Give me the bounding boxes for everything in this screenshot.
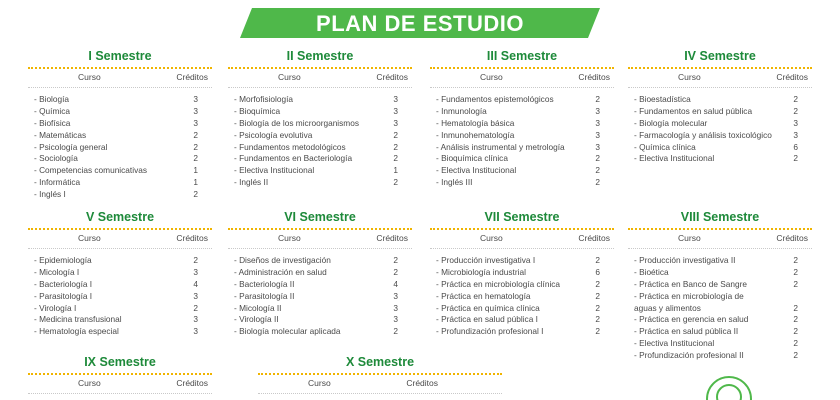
course-row — [430, 118, 614, 130]
course-row — [430, 326, 614, 338]
course-row — [628, 153, 812, 165]
course-row — [28, 279, 212, 291]
course-row — [628, 130, 812, 142]
semester-title: IX Semestre — [84, 355, 156, 369]
column-header — [28, 72, 212, 86]
credits-column-label: Créditos — [776, 72, 808, 82]
course-credits: 2 — [193, 129, 198, 140]
course-name: - Bacteriología II — [234, 278, 295, 289]
course-row — [228, 94, 412, 106]
course-list — [28, 255, 212, 338]
course-credits: 2 — [595, 177, 600, 188]
course-credits: 3 — [393, 105, 398, 116]
course-name: - Química — [34, 105, 70, 116]
course-row — [430, 130, 614, 142]
course-row — [430, 255, 614, 267]
course-name: - Parasitología I — [34, 290, 93, 301]
course-row — [28, 177, 212, 189]
column-header — [628, 233, 812, 247]
semester-block — [628, 48, 812, 165]
course-row — [628, 106, 812, 118]
course-column-label: Curso — [480, 233, 503, 243]
course-row — [28, 189, 212, 201]
semester-block — [228, 48, 412, 189]
course-credits: 4 — [393, 278, 398, 289]
course-credits: 2 — [793, 153, 798, 164]
course-credits: 4 — [193, 278, 198, 289]
course-name: - Parasitología II — [234, 290, 295, 301]
credits-column-label: Créditos — [176, 233, 208, 243]
course-row — [228, 267, 412, 279]
divider — [628, 67, 812, 69]
semester-title: VI Semestre — [284, 210, 356, 224]
course-name: - Práctica en salud pública II — [634, 326, 739, 337]
course-name: - Biología de los microorganismos — [234, 117, 359, 128]
course-row — [228, 165, 412, 177]
course-row — [628, 326, 812, 338]
course-row — [228, 255, 412, 267]
course-row — [28, 326, 212, 338]
course-row — [628, 94, 812, 106]
course-name: - Biología molecular — [634, 117, 708, 128]
course-name: - Epidemiología — [34, 255, 92, 265]
course-name: - Producción investigativa II — [634, 255, 736, 265]
course-row — [628, 338, 812, 350]
course-row — [28, 255, 212, 267]
divider — [28, 248, 212, 249]
course-row — [28, 94, 212, 106]
course-list — [430, 94, 614, 189]
semester-block — [28, 48, 212, 201]
divider — [628, 228, 812, 230]
course-name: - Hematología básica — [436, 117, 515, 128]
course-credits: 2 — [393, 129, 398, 140]
course-name: - Bacteriología I — [34, 278, 93, 289]
course-credits: 3 — [595, 141, 600, 152]
course-column-label: Curso — [78, 233, 101, 243]
page-title: PLAN DE ESTUDIO — [316, 11, 524, 36]
course-credits: 2 — [793, 94, 798, 104]
course-credits: 2 — [393, 177, 398, 188]
course-credits: 3 — [193, 105, 198, 116]
course-row — [28, 106, 212, 118]
course-name: - Competencias comunicativas — [34, 165, 147, 176]
course-name: - Electiva Institucional — [634, 153, 715, 164]
divider — [28, 67, 212, 69]
course-credits: 2 — [793, 338, 798, 349]
course-credits: 2 — [793, 278, 798, 289]
course-credits: 2 — [595, 326, 600, 337]
course-name: - Psicología evolutiva — [234, 129, 313, 140]
course-row — [628, 142, 812, 154]
divider — [258, 393, 502, 394]
course-credits: 3 — [393, 314, 398, 325]
course-row — [28, 142, 212, 154]
semester-block — [430, 48, 614, 189]
course-name: - Medicina transfusional — [34, 314, 122, 325]
credits-column-label: Créditos — [176, 72, 208, 82]
course-list — [228, 255, 412, 338]
course-credits: 2 — [793, 350, 798, 361]
course-column-label: Curso — [308, 378, 331, 388]
course-name: - Biología molecular aplicada — [234, 326, 341, 337]
course-name: - Micología II — [234, 302, 282, 313]
course-credits: 2 — [393, 141, 398, 152]
divider — [430, 228, 614, 230]
course-name: - Práctica en microbiología de — [634, 290, 744, 301]
course-credits: 3 — [595, 129, 600, 140]
course-credits: 2 — [595, 165, 600, 176]
course-name: - Fundamentos metodológicos — [234, 141, 346, 152]
course-credits: 3 — [193, 326, 198, 337]
course-name: - Práctica en Banco de Sangre — [634, 278, 747, 289]
column-header — [430, 233, 614, 247]
course-name: - Morfofisiología — [234, 94, 294, 104]
course-name: - Virología I — [34, 302, 77, 313]
course-name: - Bioestadística — [634, 94, 691, 104]
course-row — [628, 279, 812, 291]
semester-title: X Semestre — [345, 355, 415, 369]
semester-block — [258, 354, 502, 400]
column-header — [258, 378, 502, 392]
course-credits: 2 — [193, 153, 198, 164]
course-credits: 6 — [793, 141, 798, 152]
course-row — [28, 130, 212, 142]
course-credits: 2 — [595, 314, 600, 325]
course-row — [430, 267, 614, 279]
course-row — [430, 303, 614, 315]
course-credits: 6 — [595, 266, 600, 277]
university-logo — [706, 376, 752, 400]
course-name: - Práctica en microbiología clínica — [436, 278, 561, 289]
course-credits: 1 — [193, 165, 198, 176]
course-credits: 2 — [595, 255, 600, 265]
course-name: - Profundización profesional I — [436, 326, 544, 337]
course-name: - Fundamentos en salud pública — [634, 105, 753, 116]
course-name: - Práctica en salud pública I — [436, 314, 538, 325]
course-name: - Virología II — [234, 314, 279, 325]
course-row — [430, 177, 614, 189]
course-credits: 2 — [793, 266, 798, 277]
divider — [430, 248, 614, 249]
course-row — [228, 303, 412, 315]
course-list — [628, 94, 812, 165]
column-header — [28, 378, 212, 392]
course-row — [430, 279, 614, 291]
course-column-label: Curso — [278, 233, 301, 243]
course-column-label: Curso — [480, 72, 503, 82]
course-credits: 2 — [595, 94, 600, 104]
semester-title: VII Semestre — [484, 210, 560, 224]
course-name: - Química clínica — [634, 141, 696, 152]
course-credits: 3 — [393, 117, 398, 128]
course-name: - Profundización profesional II — [634, 350, 744, 361]
course-credits: 2 — [595, 290, 600, 301]
course-row — [430, 165, 614, 177]
course-row — [430, 106, 614, 118]
column-header — [628, 72, 812, 86]
semester-block — [430, 209, 614, 338]
course-row — [430, 153, 614, 165]
course-credits: 1 — [193, 177, 198, 188]
course-name: - Inglés II — [234, 177, 269, 188]
course-row — [628, 291, 812, 303]
course-name: - Diseños de investigación — [234, 255, 331, 265]
course-row — [430, 142, 614, 154]
credits-column-label: Créditos — [376, 72, 408, 82]
course-column-label: Curso — [678, 72, 701, 82]
credits-column-label: Créditos — [578, 233, 610, 243]
course-name: - Inglés III — [436, 177, 473, 188]
course-name: - Análisis instrumental y metrología — [436, 141, 565, 152]
course-row — [28, 291, 212, 303]
semester-title: V Semestre — [85, 210, 155, 224]
credits-column-label: Créditos — [776, 233, 808, 243]
course-column-label: Curso — [278, 72, 301, 82]
course-name: - Electiva Institucional — [234, 165, 315, 176]
course-credits: 2 — [193, 255, 198, 265]
course-row — [28, 303, 212, 315]
course-name: - Producción investigativa I — [436, 255, 536, 265]
course-name: - Micología I — [34, 266, 80, 277]
course-row — [628, 255, 812, 267]
course-name: - Inmunohematología — [436, 129, 515, 140]
course-credits: 3 — [193, 94, 198, 104]
course-name: - Informática — [34, 177, 81, 188]
divider — [228, 248, 412, 249]
credits-column-label: Créditos — [176, 378, 208, 388]
semester-title: IV Semestre — [684, 49, 756, 63]
course-credits: 3 — [595, 105, 600, 116]
course-row — [430, 291, 614, 303]
course-name: - Fundamentos en Bacteriología — [234, 153, 353, 164]
semester-title: II Semestre — [286, 49, 354, 63]
course-credits: 3 — [193, 290, 198, 301]
course-credits: 2 — [793, 302, 798, 313]
course-row — [628, 303, 812, 315]
semester-block — [28, 354, 212, 400]
course-name: - Práctica en química clínica — [436, 302, 540, 313]
course-column-label: Curso — [78, 72, 101, 82]
course-credits: 3 — [393, 290, 398, 301]
course-name: - Electiva Institucional — [436, 165, 517, 176]
course-credits: 2 — [595, 302, 600, 313]
course-row — [628, 267, 812, 279]
divider — [228, 67, 412, 69]
course-row — [228, 326, 412, 338]
course-credits: 2 — [193, 302, 198, 313]
course-column-label: Curso — [678, 233, 701, 243]
course-row — [228, 130, 412, 142]
course-name: - Inglés I — [34, 189, 66, 200]
course-name: - Biofísica — [34, 117, 71, 128]
column-header — [228, 233, 412, 247]
course-name: - Matemáticas — [34, 129, 87, 140]
course-row — [228, 142, 412, 154]
course-list — [228, 94, 412, 189]
course-row — [28, 165, 212, 177]
course-credits: 2 — [793, 326, 798, 337]
course-name: aguas y alimentos — [634, 302, 701, 313]
course-name: - Electiva Institucional — [634, 338, 715, 349]
divider — [28, 87, 212, 88]
course-row — [430, 314, 614, 326]
course-credits: 2 — [193, 189, 198, 200]
course-credits: 2 — [393, 266, 398, 277]
credits-column-label: Créditos — [578, 72, 610, 82]
course-row — [228, 153, 412, 165]
course-row — [28, 314, 212, 326]
course-name: - Inmunología — [436, 105, 487, 116]
course-name: - Administración en salud — [234, 266, 327, 277]
divider — [28, 228, 212, 230]
course-credits: 3 — [393, 94, 398, 104]
course-row — [28, 267, 212, 279]
course-credits: 2 — [193, 141, 198, 152]
course-row — [228, 291, 412, 303]
course-credits: 2 — [793, 105, 798, 116]
course-name: - Práctica en hematología — [436, 290, 531, 301]
semester-block — [628, 209, 812, 362]
course-row — [28, 153, 212, 165]
semester-block — [28, 209, 212, 338]
course-row — [228, 314, 412, 326]
divider — [430, 67, 614, 69]
column-header — [430, 72, 614, 86]
course-row — [28, 118, 212, 130]
course-name: - Microbiología industrial — [436, 266, 526, 277]
course-credits: 2 — [595, 153, 600, 164]
divider — [628, 248, 812, 249]
course-list — [28, 94, 212, 201]
semester-title: VIII Semestre — [680, 210, 760, 224]
course-name: - Práctica en gerencia en salud — [634, 314, 749, 325]
divider — [228, 87, 412, 88]
divider — [430, 87, 614, 88]
semester-title: I Semestre — [88, 49, 152, 63]
course-name: - Hematología especial — [34, 326, 119, 337]
divider — [228, 228, 412, 230]
course-name: - Biología — [34, 94, 70, 104]
course-row — [228, 118, 412, 130]
course-row — [228, 106, 412, 118]
course-credits: 2 — [393, 153, 398, 164]
course-credits: 3 — [793, 129, 798, 140]
credits-column-label: Créditos — [406, 378, 438, 388]
course-credits: 2 — [595, 278, 600, 289]
course-row — [430, 94, 614, 106]
semester-block — [228, 209, 412, 338]
course-credits: 1 — [393, 165, 398, 176]
course-row — [628, 314, 812, 326]
course-name: - Bioquímica clínica — [436, 153, 508, 164]
course-row — [228, 279, 412, 291]
divider — [258, 373, 502, 375]
course-credits: 2 — [393, 326, 398, 337]
course-name: - Psicología general — [34, 141, 108, 152]
course-credits: 3 — [193, 314, 198, 325]
course-credits: 2 — [793, 255, 798, 265]
credits-column-label: Créditos — [376, 233, 408, 243]
divider — [28, 393, 212, 394]
course-credits: 3 — [193, 266, 198, 277]
course-list — [628, 255, 812, 362]
course-row — [628, 350, 812, 362]
course-list — [430, 255, 614, 338]
course-credits: 3 — [793, 117, 798, 128]
course-credits: 3 — [393, 302, 398, 313]
divider — [628, 87, 812, 88]
course-row — [228, 177, 412, 189]
course-name: - Bioquímica — [234, 105, 281, 116]
column-header — [228, 72, 412, 86]
course-name: - Bioética — [634, 266, 669, 277]
course-credits: 3 — [193, 117, 198, 128]
divider — [28, 373, 212, 375]
semester-title: III Semestre — [486, 49, 558, 63]
logo-emblem — [716, 384, 742, 400]
course-row — [628, 118, 812, 130]
column-header — [28, 233, 212, 247]
course-credits: 3 — [595, 117, 600, 128]
course-column-label: Curso — [78, 378, 101, 388]
course-name: - Fundamentos epistemológicos — [436, 94, 554, 104]
course-name: - Farmacología y análisis toxicológico — [634, 129, 772, 140]
course-credits: 2 — [393, 255, 398, 265]
course-name: - Sociología — [34, 153, 78, 164]
course-credits: 2 — [793, 314, 798, 325]
